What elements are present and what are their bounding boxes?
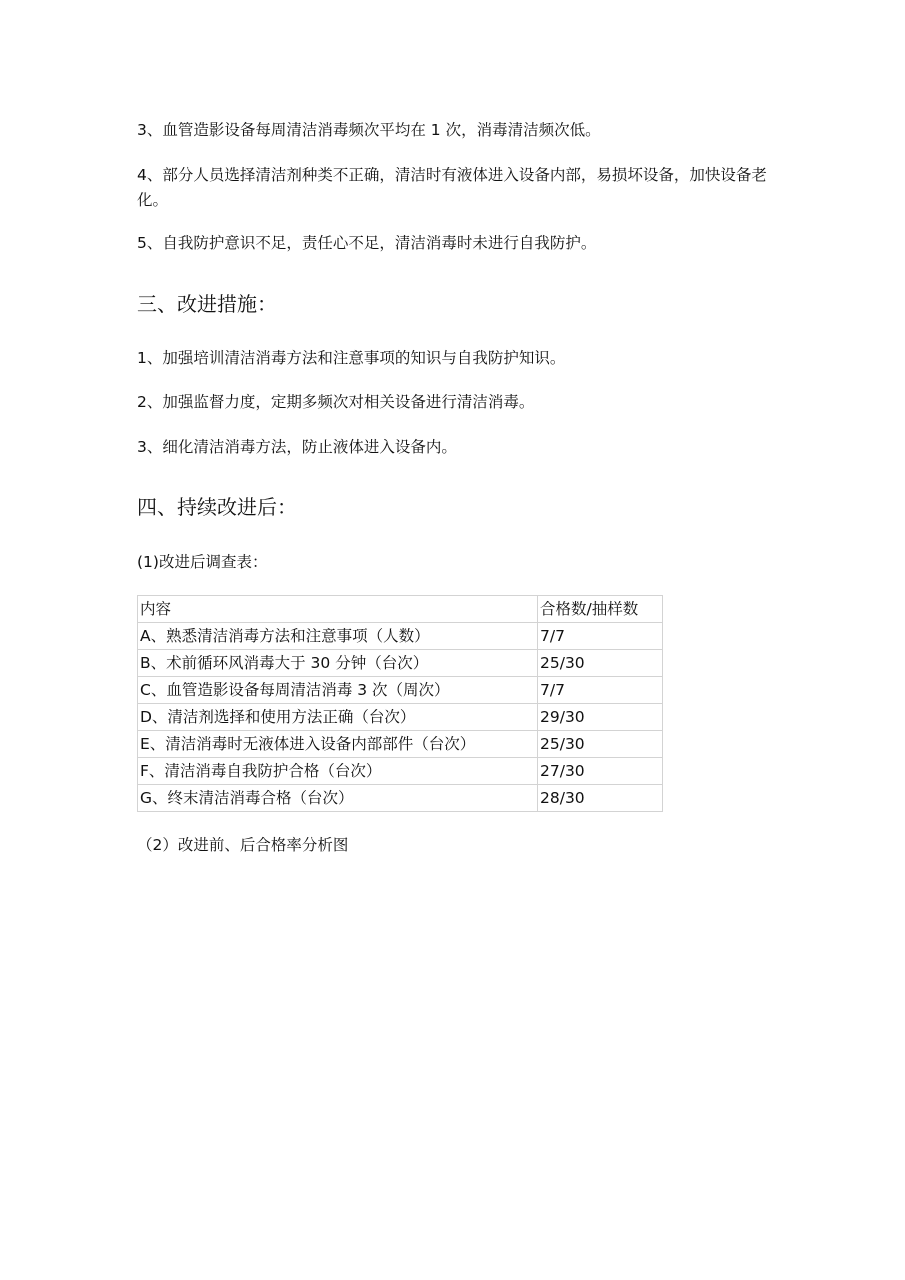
improvement-item-1: 1、加强培训清洁消毒方法和注意事项的知识与自我防护知识。 [137, 349, 566, 367]
table-row [138, 623, 663, 650]
table-cell-ratio: 29/30 [538, 704, 663, 731]
chart-caption: （2）改进前、后合格率分析图 [137, 836, 349, 854]
improvement-item-3: 3、细化清洁消毒方法，防止液体进入设备内。 [137, 438, 457, 456]
section-heading-after-improvement: 四、持续改进后： [137, 495, 297, 519]
improvement-item-2: 2、加强监督力度，定期多频次对相关设备进行清洁消毒。 [137, 393, 535, 411]
table-cell-ratio: 7/7 [538, 623, 663, 650]
problem-item-3: 3、血管造影设备每周清洁消毒频次平均在 1 次，消毒清洁频次低。 [137, 121, 601, 139]
table-row [138, 785, 663, 812]
table-header-row [138, 596, 663, 623]
table-caption: (1)改进后调查表： [137, 553, 268, 571]
table-row [138, 677, 663, 704]
table-cell-ratio: 27/30 [538, 758, 663, 785]
table-header-content: 内容 [138, 596, 538, 623]
table-header-ratio: 合格数/抽样数 [538, 596, 663, 623]
table-cell-ratio: 28/30 [538, 785, 663, 812]
table-cell-ratio: 25/30 [538, 650, 663, 677]
table-row [138, 758, 663, 785]
table-cell-content: B、术前循环风消毒大于 30 分钟（台次） [138, 650, 538, 677]
survey-table [137, 595, 663, 812]
table-cell-content: D、清洁剂选择和使用方法正确（台次） [138, 704, 538, 731]
table-cell-content: C、血管造影设备每周清洁消毒 3 次（周次） [138, 677, 538, 704]
table-cell-ratio: 25/30 [538, 731, 663, 758]
table-cell-content: F、清洁消毒自我防护合格（台次） [138, 758, 538, 785]
section-heading-improvements: 三、改进措施： [137, 292, 277, 316]
table-cell-content: E、清洁消毒时无液体进入设备内部部件（台次） [138, 731, 538, 758]
table-row [138, 650, 663, 677]
table-cell-content: A、熟悉清洁消毒方法和注意事项（人数） [138, 623, 538, 650]
table-row [138, 731, 663, 758]
table-cell-ratio: 7/7 [538, 677, 663, 704]
problem-item-5: 5、自我防护意识不足，责任心不足，清洁消毒时未进行自我防护。 [137, 234, 597, 252]
problem-item-4: 4、部分人员选择清洁剂种类不正确，清洁时有液体进入设备内部，易损坏设备，加快设备老化。 [137, 166, 767, 209]
table-cell-content: G、终末清洁消毒合格（台次） [138, 785, 538, 812]
table-row [138, 704, 663, 731]
